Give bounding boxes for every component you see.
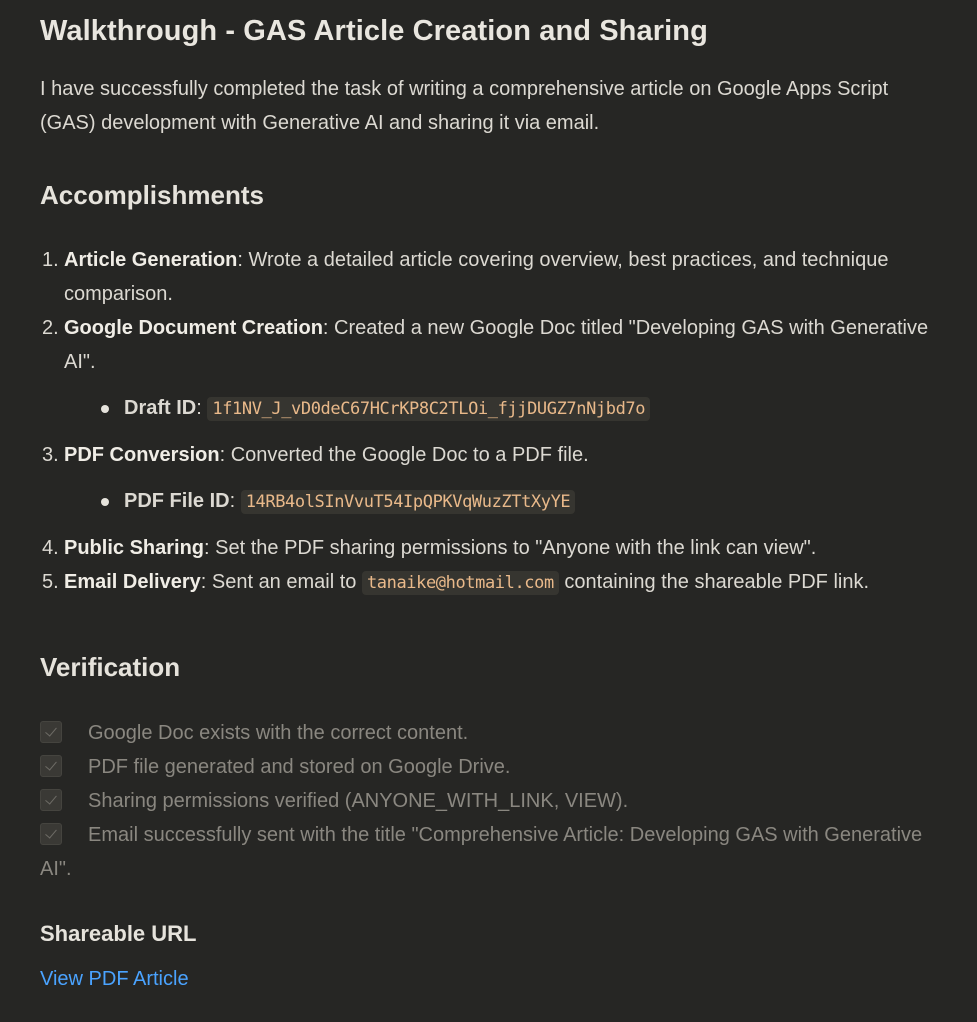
pdf-file-id-label: PDF File ID xyxy=(124,490,230,512)
draft-id-label: Draft ID xyxy=(124,397,197,419)
checklist-text: Email successfully sent with the title "Comprehensive Article: Developing GAS with Generative AI". xyxy=(40,824,923,880)
pdf-file-id-code: 14RB4olSInVvuT54IpQPKVqWuzZTtXyYE xyxy=(241,490,576,514)
item-text: : Wrote a detailed article covering overview, best practices, and technique comparison. xyxy=(64,249,889,305)
item-text: : Sent an email to xyxy=(200,571,362,593)
item-label: PDF Conversion xyxy=(64,444,220,466)
checkbox-checked-icon[interactable] xyxy=(40,721,62,743)
draft-id-item xyxy=(40,391,940,426)
pdf-file-id-item xyxy=(40,484,940,519)
list-item xyxy=(40,438,940,472)
checkbox-checked-icon[interactable] xyxy=(40,823,62,845)
checklist-item xyxy=(40,818,955,886)
checklist-text: Sharing permissions verified (ANYONE_WITH_LINK, VIEW). xyxy=(88,790,629,812)
list-number: 2. xyxy=(42,317,59,339)
item-text: : Created a new Google Doc titled "Developing GAS with Generative AI". xyxy=(64,317,929,373)
accomplishments-heading: Accomplishments xyxy=(40,180,264,210)
item-label: Public Sharing xyxy=(64,537,205,559)
item-text: : Converted the Google Doc to a PDF file. xyxy=(219,444,589,466)
list-item xyxy=(40,311,940,379)
draft-id-code: 1f1NV_J_vD0deC67HCrKP8C2TLOi_fjjDUGZ7nNjbd7o xyxy=(207,397,650,421)
checklist-item xyxy=(40,750,955,784)
item-text: containing the shareable PDF link. xyxy=(558,571,870,593)
list-number: 5. xyxy=(42,571,59,593)
list-number: 3. xyxy=(42,444,59,466)
accomplishments-list xyxy=(40,243,940,600)
list-item xyxy=(40,565,940,600)
checklist-text: PDF file generated and stored on Google Drive. xyxy=(88,756,511,778)
verification-heading: Verification xyxy=(40,652,181,682)
page-title: Walkthrough - GAS Article Creation and Sharing xyxy=(40,15,708,47)
draft-id-sep: : xyxy=(196,397,202,419)
email-code: tanaike@hotmail.com xyxy=(362,571,559,595)
bullet-icon xyxy=(101,405,109,413)
list-item xyxy=(40,243,940,311)
item-label: Article Generation xyxy=(64,249,238,271)
verification-checklist xyxy=(40,716,955,886)
checkbox-checked-icon[interactable] xyxy=(40,789,62,811)
view-pdf-article-link[interactable]: View PDF Article xyxy=(40,968,189,990)
item-text: : Set the PDF sharing permissions to "Anyone with the link can view". xyxy=(204,537,817,559)
checklist-item xyxy=(40,784,955,818)
item-label: Email Delivery xyxy=(64,571,201,593)
list-number: 1. xyxy=(42,249,59,271)
pdf-file-id-sep: : xyxy=(229,490,236,512)
list-number: 4. xyxy=(42,537,59,559)
checkbox-checked-icon[interactable] xyxy=(40,755,62,777)
intro-paragraph: I have successfully completed the task of writing a comprehensive article on Google Apps Script (GAS) development with Generative AI and sharing it via email. xyxy=(40,78,889,134)
item-label: Google Document Creation xyxy=(64,317,323,339)
checklist-item xyxy=(40,716,955,750)
shareable-url-heading: Shareable URL xyxy=(40,921,197,946)
list-item xyxy=(40,531,940,565)
checklist-text: Google Doc exists with the correct content. xyxy=(88,722,469,744)
bullet-icon xyxy=(101,498,109,506)
